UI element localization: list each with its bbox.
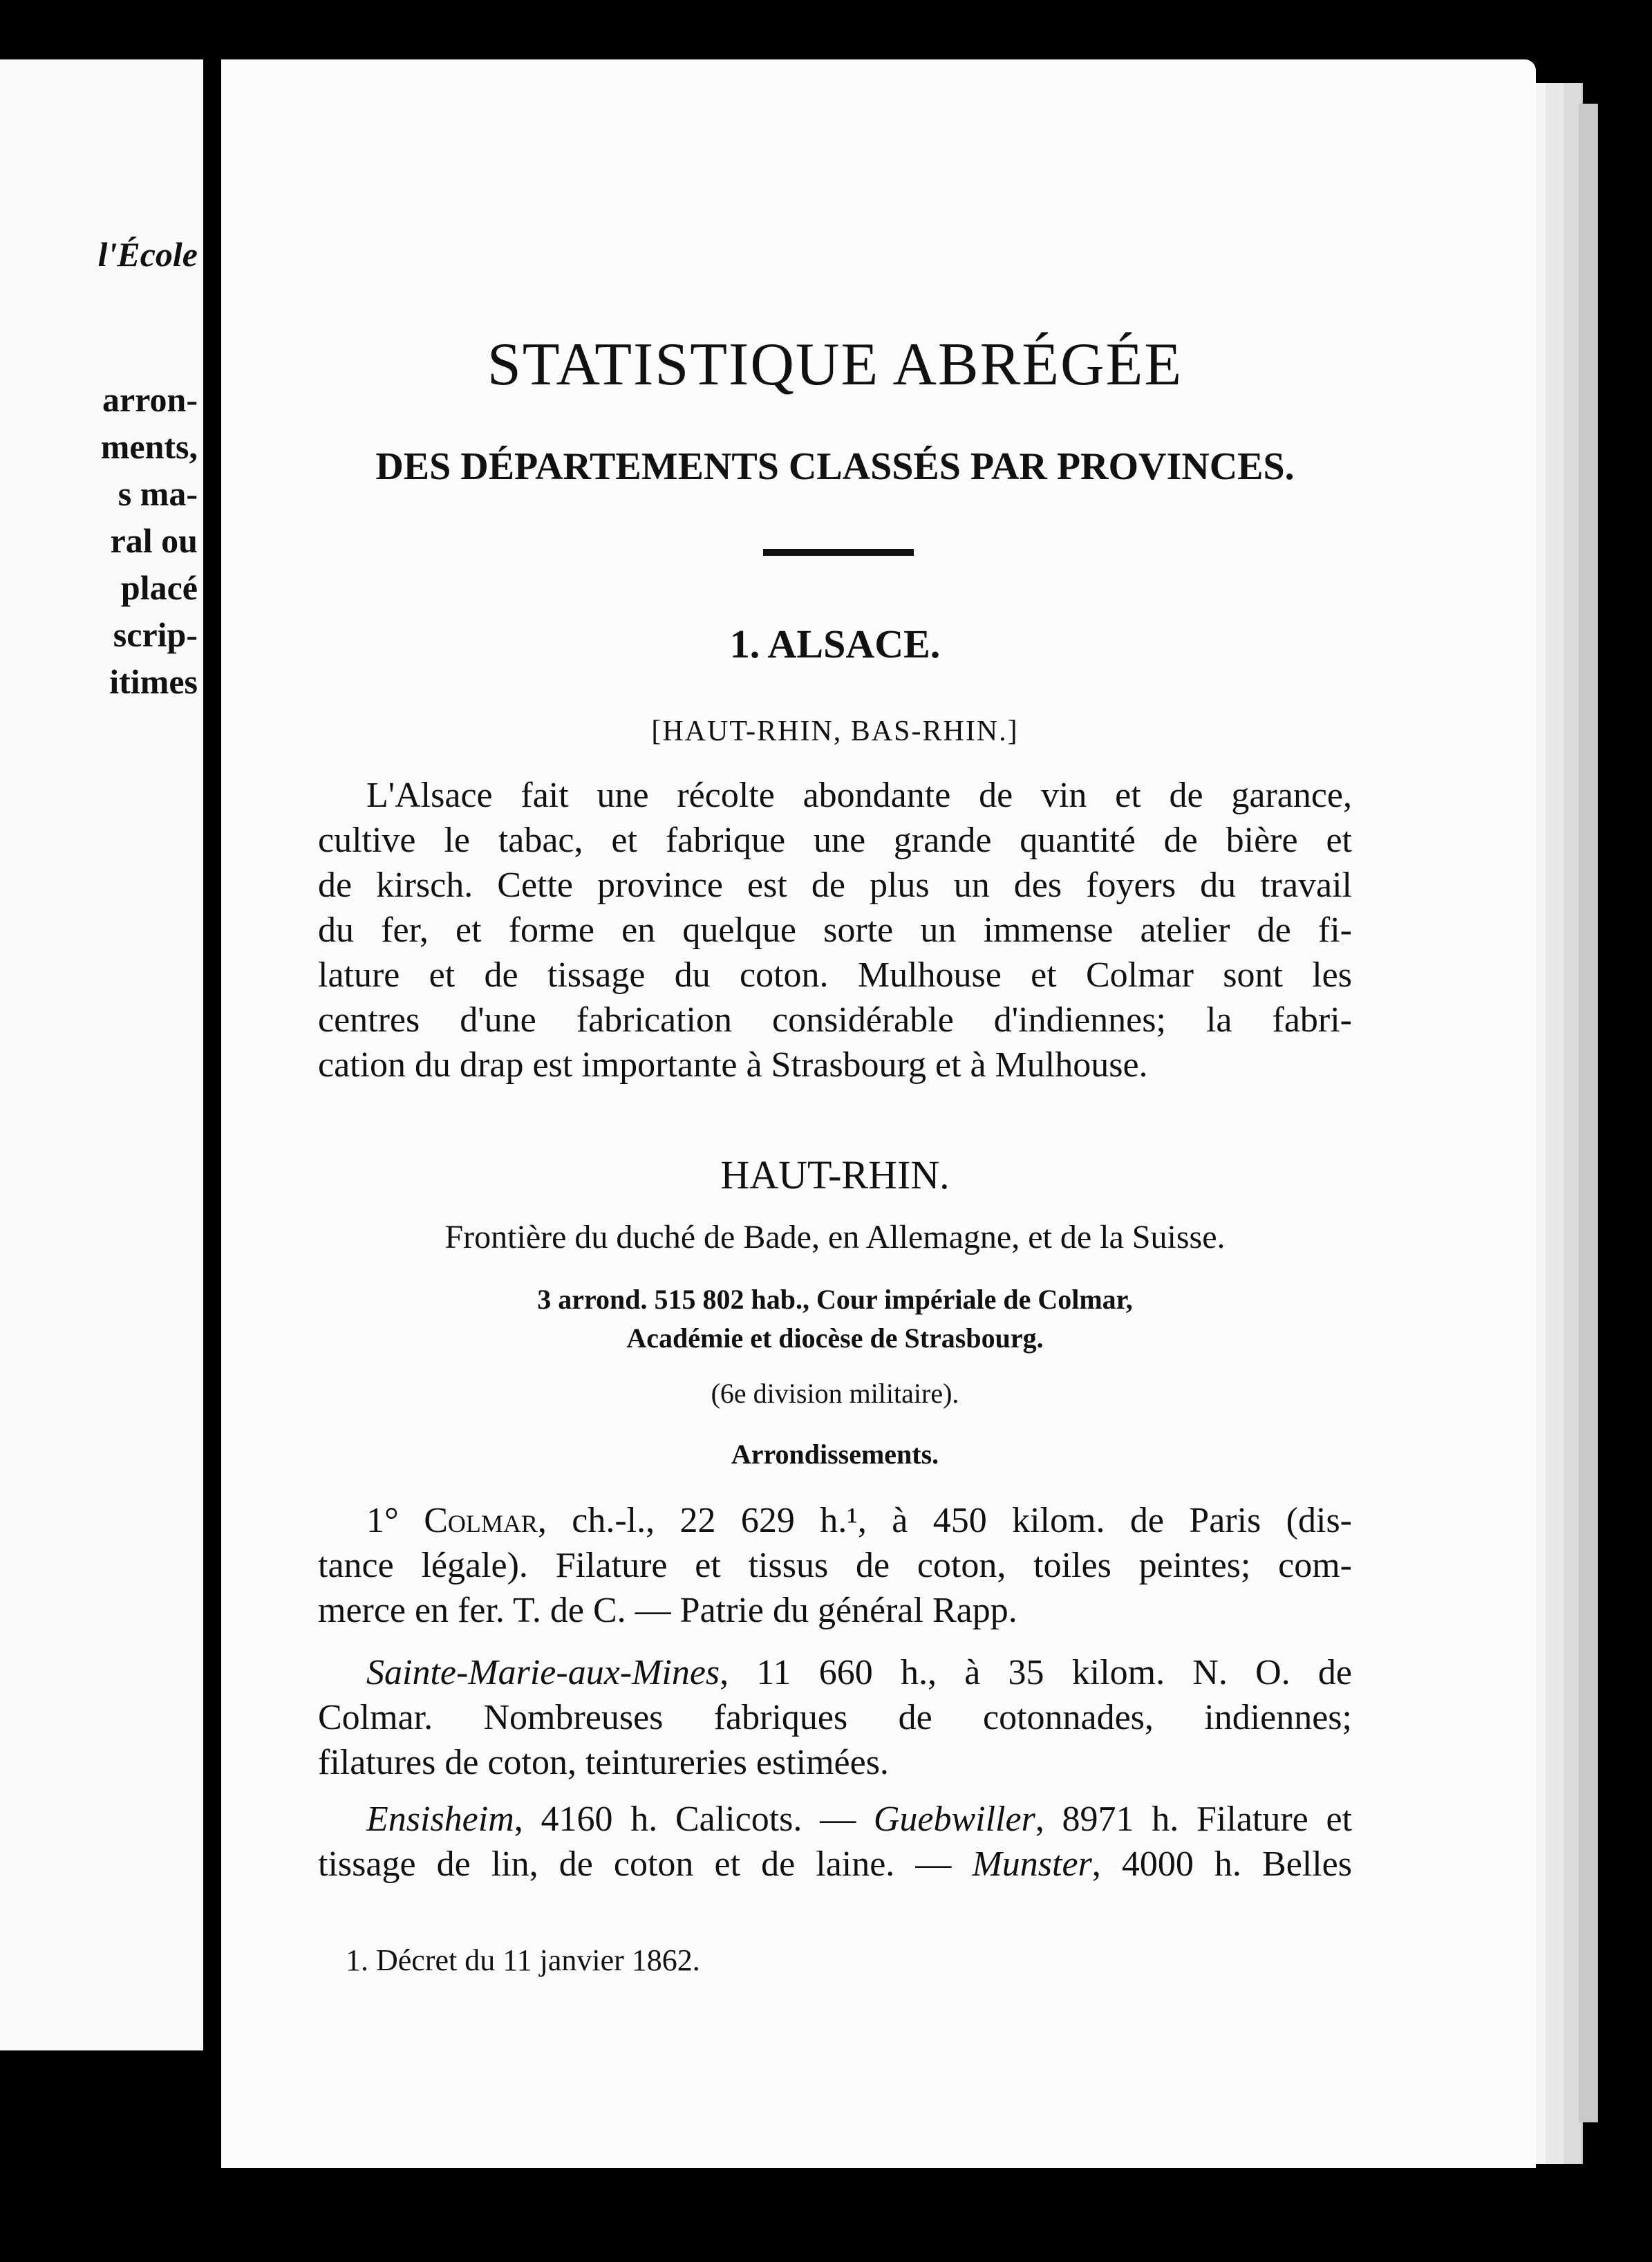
entry-text: , 8971 h. Filature et <box>1035 1800 1353 1839</box>
left-page-line: arron- <box>102 380 198 419</box>
left-page-line: s ma- <box>118 474 198 513</box>
left-page-line: itimes <box>109 662 198 701</box>
entry-colmar <box>318 1499 1352 1634</box>
paragraph-line: du fer, et forme en quelque sorte un immense atelier de fi- <box>318 910 1352 950</box>
arrondissements-heading: Arrondissements. <box>731 1439 939 1470</box>
departments-list: [HAUT-RHIN, BAS-RHIN.] <box>651 716 1019 747</box>
entry-text: , 4160 h. Calicots. — <box>514 1800 874 1839</box>
page-subtitle: DES DÉPARTEMENTS CLASSÉS PAR PROVINCES. <box>375 445 1295 488</box>
entry-sainte-marie <box>318 1651 1352 1786</box>
department-stats <box>318 1280 1352 1358</box>
entry-text: tissage de lin, de coton et de laine. — <box>318 1844 973 1884</box>
entry-number: 1° <box>366 1501 399 1540</box>
paragraph-line: de kirsch. Cette province est de plus un des foyers du travail <box>318 866 1352 905</box>
entry-others <box>318 1797 1352 1887</box>
entry-name: Colmar <box>424 1501 538 1540</box>
left-page-line: ments, <box>100 427 198 466</box>
entry-text: , 11 660 h., à 35 kilom. N. O. de <box>720 1653 1352 1692</box>
entry-line <box>318 1499 1352 1544</box>
title-rule <box>763 549 914 556</box>
page-title: STATISTIQUE ABRÉGÉE <box>487 331 1183 398</box>
paragraph-line: cation du drap est importante à Strasbourg et à Mulhouse. <box>318 1045 1148 1085</box>
paragraph-line: L'Alsace fait une récolte abondante de vin et de garance, <box>366 776 1352 815</box>
entry-line: Colmar. Nombreuses fabriques de cotonnades, indiennes; <box>318 1698 1352 1737</box>
entry-text: , 4000 h. Belles <box>1091 1844 1352 1884</box>
entry-name: Sainte-Marie-aux-Mines <box>366 1653 720 1692</box>
entry-name: Guebwiller <box>873 1800 1035 1839</box>
left-page-line: placé <box>120 568 198 607</box>
entry-name: Ensisheim <box>366 1800 514 1839</box>
left-page-line: l'École <box>97 235 198 274</box>
left-page-line: ral ou <box>110 521 198 560</box>
left-page-fragment <box>0 59 205 2050</box>
frontier-text: Frontière du duché de Bade, en Allemagne, et de la Suisse. <box>444 1219 1226 1255</box>
stats-line: Académie et diocèse de Strasbourg. <box>626 1322 1044 1354</box>
footnote: 1. Décret du 11 janvier 1862. <box>346 1943 700 1977</box>
entry-line: tance légale). Filature et tissus de coton, toiles peintes; com- <box>318 1546 1352 1585</box>
entry-line: merce en fer. T. de C. — Patrie du général Rapp. <box>318 1591 1017 1630</box>
entry-line: filatures de coton, teintureries estimées. <box>318 1743 889 1782</box>
paragraph-line: cultive le tabac, et fabrique une grande quantité de bière et <box>318 821 1352 860</box>
book-gutter <box>203 59 217 2050</box>
section-heading: 1. ALSACE. <box>729 621 941 666</box>
left-page-line: scrip- <box>113 615 198 654</box>
intro-paragraph <box>318 773 1352 1087</box>
stats-line: 3 arrond. 515 802 hab., Cour impériale de Colmar, <box>537 1284 1133 1315</box>
entry-name: Munster <box>972 1844 1092 1884</box>
entry-line <box>318 1651 1352 1696</box>
entry-text: , ch.-l., 22 629 h.¹, à 450 kilom. de Paris (dis- <box>537 1501 1352 1540</box>
entry-line <box>318 1842 1352 1887</box>
paragraph-line: lature et de tissage du coton. Mulhouse et Colmar sont les <box>318 955 1352 995</box>
entry-line <box>318 1797 1352 1842</box>
military-division: (6e division militaire). <box>711 1378 959 1409</box>
page-edge <box>1579 104 1598 2122</box>
paragraph-line: centres d'une fabrication considérable d'indiennes; la fabri- <box>318 1000 1352 1040</box>
department-heading: HAUT-RHIN. <box>720 1152 950 1197</box>
